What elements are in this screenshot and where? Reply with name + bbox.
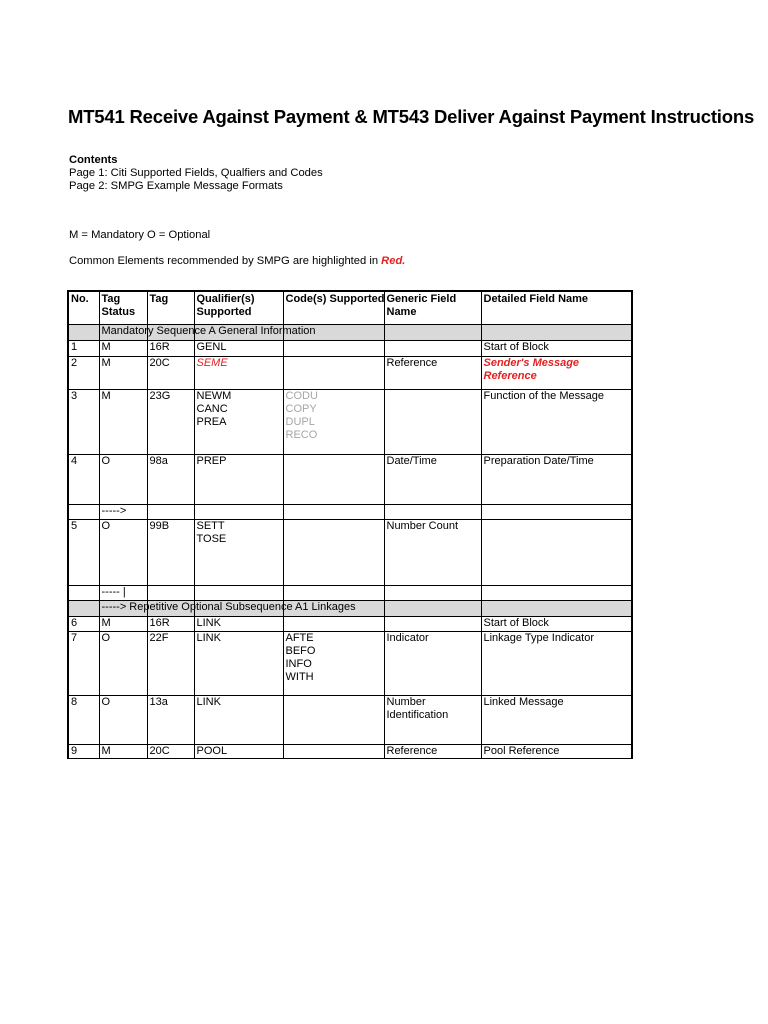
cell-qualifier: SEME [194, 357, 283, 390]
cell-status: O [99, 455, 147, 505]
cell-codes: AFTE BEFO INFO WITH [283, 632, 384, 696]
header-detailed-field: Detailed Field Name [481, 291, 632, 325]
cell-tag: 23G [147, 390, 194, 455]
repeat-open-marker: -----> [99, 505, 147, 520]
cell-qualifier: GENL [194, 341, 283, 357]
cell-tag: 20C [147, 745, 194, 759]
cell-no: 1 [68, 341, 99, 357]
marker-row [68, 586, 632, 601]
cell-generic: Reference [384, 745, 481, 759]
fields-table [67, 290, 633, 759]
marker-row [68, 505, 632, 520]
contents-page2: Page 2: SMPG Example Message Formats [69, 180, 283, 192]
red-highlight-word: Red. [381, 255, 406, 267]
cell-no: 4 [68, 455, 99, 505]
cell-tag: 13a [147, 696, 194, 745]
cell-detailed: Linked Message [481, 696, 632, 745]
header-codes: Code(s) Supported [283, 291, 384, 325]
common-elements-note [69, 255, 405, 268]
cell-tag: 98a [147, 455, 194, 505]
table-header-row [68, 291, 632, 325]
common-note-text: Common Elements recommended by SMPG are highlighted in [69, 255, 382, 267]
cell-generic [384, 390, 481, 455]
cell-status: M [99, 617, 147, 632]
cell-codes: CODU COPY DUPL RECO [283, 390, 384, 455]
cell-codes [283, 357, 384, 390]
page-title: MT541 Receive Against Payment & MT543 Deliver Against Payment Instructions [68, 106, 755, 127]
cell-no: 7 [68, 632, 99, 696]
cell-qualifier: LINK [194, 617, 283, 632]
title-clip [68, 104, 755, 132]
cell-tag: 16R [147, 617, 194, 632]
section-a-label: Mandatory Sequence A General Information [101, 325, 316, 337]
cell-codes [283, 520, 384, 586]
cell-no: 6 [68, 617, 99, 632]
cell-codes [283, 745, 384, 759]
cell-no: 9 [68, 745, 99, 759]
cell-qualifier: LINK [194, 632, 283, 696]
section-row-a1 [68, 601, 632, 617]
cell-generic [384, 617, 481, 632]
header-tag-status: Tag Status [99, 291, 147, 325]
cell-status: O [99, 520, 147, 586]
cell-status: M [99, 390, 147, 455]
cell-generic: Number Identification [384, 696, 481, 745]
cell-qualifier: LINK [194, 696, 283, 745]
cell-codes [283, 341, 384, 357]
cell-generic [384, 341, 481, 357]
table-row [68, 745, 632, 759]
cell-tag: 16R [147, 341, 194, 357]
section-a1-label: -----> Repetitive Optional Subsequence A1 Linkages [101, 601, 356, 613]
table-row [68, 390, 632, 455]
cell-no: 8 [68, 696, 99, 745]
cell-generic: Indicator [384, 632, 481, 696]
contents-page1: Page 1: Citi Supported Fields, Qualfiers and Codes [69, 167, 323, 179]
cell-generic: Reference [384, 357, 481, 390]
cell-detailed: Start of Block [481, 617, 632, 632]
cell-no: 5 [68, 520, 99, 586]
cell-detailed: Sender's Message Reference [481, 357, 632, 390]
cell-detailed: Start of Block [481, 341, 632, 357]
cell-qualifier: SETT TOSE [194, 520, 283, 586]
header-generic-field: Generic Field Name [384, 291, 481, 325]
cell-detailed [481, 520, 632, 586]
cell-status: M [99, 341, 147, 357]
contents-heading: Contents [69, 154, 118, 166]
table-row [68, 455, 632, 505]
cell-detailed: Linkage Type Indicator [481, 632, 632, 696]
section-row-a [68, 325, 632, 341]
cell-status: O [99, 696, 147, 745]
cell-detailed: Pool Reference [481, 745, 632, 759]
cell-qualifier: POOL [194, 745, 283, 759]
table-row [68, 696, 632, 745]
cell-generic: Number Count [384, 520, 481, 586]
table-row [68, 357, 632, 390]
cell-qualifier: PREP [194, 455, 283, 505]
cell-detailed: Preparation Date/Time [481, 455, 632, 505]
repeat-close-marker: ----- | [99, 586, 147, 601]
table-row [68, 617, 632, 632]
cell-tag: 99B [147, 520, 194, 586]
header-qualifiers: Qualifier(s) Supported [194, 291, 283, 325]
cell-generic: Date/Time [384, 455, 481, 505]
header-no: No. [68, 291, 99, 325]
cell-codes [283, 617, 384, 632]
cell-codes [283, 455, 384, 505]
mandatory-optional-legend: M = Mandatory O = Optional [69, 229, 211, 241]
cell-no: 2 [68, 357, 99, 390]
cell-tag: 22F [147, 632, 194, 696]
header-tag: Tag [147, 291, 194, 325]
cell-tag: 20C [147, 357, 194, 390]
cell-no: 3 [68, 390, 99, 455]
cell-codes [283, 696, 384, 745]
table-row [68, 520, 632, 586]
cell-detailed: Function of the Message [481, 390, 632, 455]
table-row [68, 341, 632, 357]
cell-status: M [99, 745, 147, 759]
cell-qualifier: NEWM CANC PREA [194, 390, 283, 455]
cell-status: O [99, 632, 147, 696]
table-row [68, 632, 632, 696]
cell-status: M [99, 357, 147, 390]
